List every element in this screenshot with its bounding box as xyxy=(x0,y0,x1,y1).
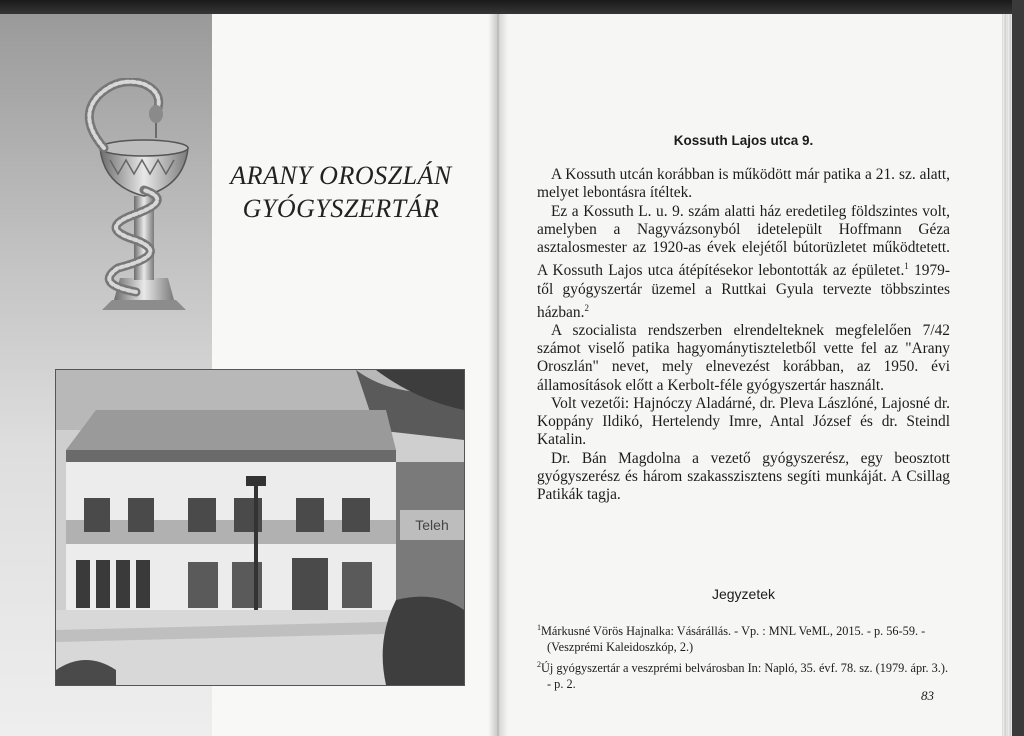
note-text: Új gyógyszertár a veszprémi belvárosban In: Napló, 35. évf. 78. sz. (1979. ápr. 3.). - p. 2. xyxy=(541,661,949,692)
paragraph-2-part-a: Ez a Kossuth L. u. 9. szám alatti ház eredetileg földszintes volt, amelyben a Nagyvázsonyból idetelepült Hoffmann Géza asztalosmester az 1920-as évek elejétől bútorüzletet működtetett. A Kossuth Lajos utca átépítésekor lebontották az épületet. xyxy=(537,202,950,280)
footnote-ref-2: 2 xyxy=(584,302,589,313)
note-mark: 1 xyxy=(537,623,541,632)
footnote-ref-1: 1 xyxy=(904,261,909,272)
main-text xyxy=(537,132,950,504)
notes-list xyxy=(537,620,950,694)
pharmacy-title xyxy=(226,159,456,225)
paragraph-3: A szocialista rendszerben elrendelteknek megfelelően 7/42 számot viselő patika hagyománytiszteletből vette fel az "Arany Oroszlán" nevet, mely elnevezést korábban, az 1950. évi államosítások előtt a Kerbolt-féle gyógyszertár használt. xyxy=(537,322,950,394)
bowl-of-hygieia-icon xyxy=(74,78,214,318)
paragraph-1: A Kossuth utcán korábban is működött már patika a 21. sz. alatt, melyet lebontásra ítéltek. xyxy=(537,166,950,202)
book-spine-shadow xyxy=(488,14,508,736)
note-item xyxy=(537,620,950,655)
note-item xyxy=(537,657,950,692)
title-line-2: GYÓGYSZERTÁR xyxy=(242,194,440,223)
scanner-right-edge xyxy=(1012,0,1024,736)
building-photo xyxy=(56,370,464,685)
note-mark: 2 xyxy=(537,660,541,670)
section-heading: Kossuth Lajos utca 9. xyxy=(673,133,814,148)
right-page xyxy=(497,14,1002,736)
left-page xyxy=(0,14,497,736)
paragraph-2 xyxy=(537,203,950,322)
title-line-1: ARANY OROSZLÁN xyxy=(230,161,452,190)
notes-title: Jegyzetek xyxy=(711,586,776,602)
paragraph-2-part-b: 1979-től gyógyszertár üzemel a Ruttkai Gyula tervezte többszintes házban. xyxy=(537,262,950,321)
page-number: 83 xyxy=(921,688,934,703)
paragraph-4: Volt vezetői: Hajnóczy Aladárné, dr. Pleva Lászlóné, Lajosné dr. Koppány Ildikó, Hertelendy Imre, Antal József és dr. Steindl Katalin. xyxy=(537,394,950,449)
note-text: Márkusné Vörös Hajnalka: Vásárállás. - Vp. : MNL VeML, 2015. - p. 56-59. - (Veszprémi Kaleidoszkóp, 2.) xyxy=(541,624,926,655)
photo-sign-text: Teleh xyxy=(415,517,449,533)
paragraph-5: Dr. Bán Magdolna a vezető gyógyszerész, egy beosztott gyógyszerész és három szakasszisztens segíti munkáját. A Csillag Patikák tagja. xyxy=(537,449,950,503)
